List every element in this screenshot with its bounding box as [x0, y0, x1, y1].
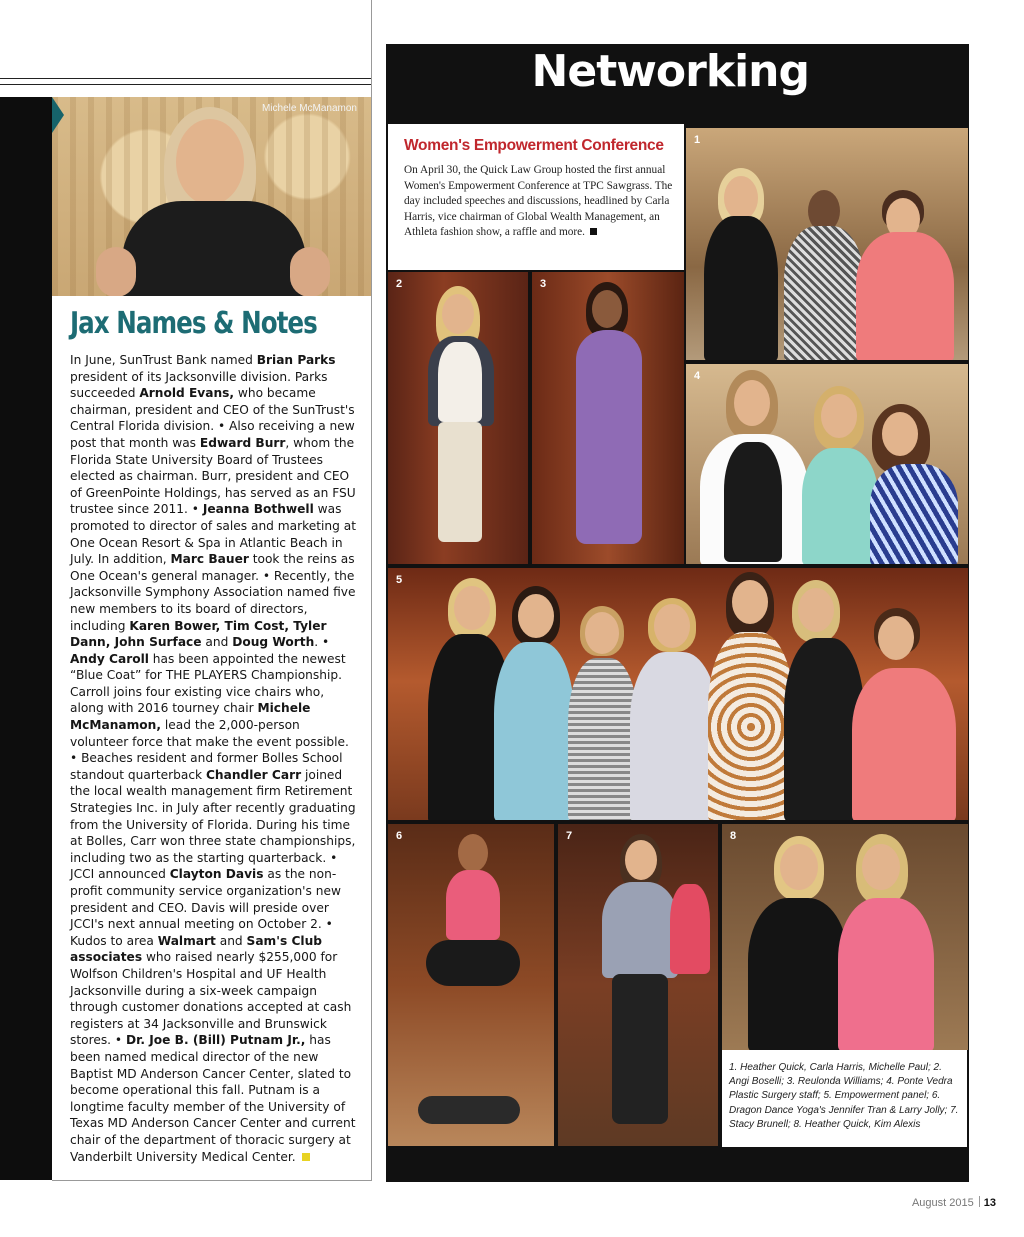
photo-caption: 1. Heather Quick, Carla Harris, Michelle Paul; 2. Angi Boselli; 3. Reulonda Williams; 4. Ponte Vedra Plastic Surgery staff; 5. Empowerment panel; 6. Dragon Dance Yoga's Jennifer Tran & Larry Jolly; 7. Stacy Brunell; 8. Heather Quick, Kim Alexis [729, 1062, 959, 1130]
photo-credit: Michele McManamon [261, 103, 357, 114]
body-run: joined the local wealth management firm Retirement Strategies Inc. in July after recently graduating from the University of Florida. During his time at Bolles, Carr won three state championships, including two as the starting quarterback. • JCCI announced [70, 767, 356, 882]
body-run: , whom the Florida State University Board of Trustees elected as chairman. Burr, president and CEO of GreenPointe Holdings, has served as an FSU trustee since 2011. • [70, 435, 356, 517]
photo-8 [722, 824, 968, 1050]
bold-name: Walmart [157, 933, 216, 948]
bold-name: Brian Parks [256, 353, 336, 367]
page-number: 13 [983, 1197, 996, 1209]
photo-number: 2 [396, 278, 403, 290]
photo-1 [686, 128, 968, 360]
section-title: Networking [531, 46, 809, 97]
bold-name: Jeanna Bothwell [202, 502, 314, 517]
body-run: who raised nearly $255,000 for Wolfson Children's Hospital and UF Health Jacksonville during a six-week campaign through customer donations accepted at cash registers at 34 Jacksonville and Brunswick stores. • [70, 950, 352, 1048]
folio-divider [979, 1196, 980, 1207]
photo-number: 7 [566, 830, 573, 842]
teal-marker [52, 97, 64, 133]
bold-name: Dr. Joe B. (Bill) Putnam Jr., [126, 1033, 306, 1048]
photo-3 [532, 272, 684, 564]
bold-name: Clayton Davis [169, 867, 264, 882]
article-title: Jax Names & Notes [70, 306, 317, 341]
body-run: has been named medical director of the new Baptist MD Anderson Cancer Center, slated to become operational this fall. Putnam is a longtime faculty member of the University of Texas MD Anderson Cancer Center and current chair of the department of thoracic surgery at Vanderbilt University Medical Center. [70, 1033, 356, 1164]
bold-name: Marc Bauer [170, 552, 249, 567]
photo-7 [558, 824, 718, 1146]
photo-number: 3 [540, 278, 547, 290]
top-rule [0, 78, 372, 79]
body-run: took the reins as One Ocean's general manager. • Recently, the Jacksonville Symphony Association named five new members to its board of directors, including [70, 552, 356, 633]
body-run: who became chairman, president and CEO of the SunTrust's Central Florida division. • Also receiving a new post that month was [70, 386, 355, 450]
bold-name: Sam's Club associates [70, 933, 322, 965]
left-edge-bar [0, 97, 52, 1180]
body-run: In June, SunTrust Bank named [70, 353, 257, 367]
issue-date: August 2015 [911, 1197, 974, 1209]
story-text: On April 30, the Quick Law Group hosted the first annual Women's Empowerment Conference at TPC Sawgrass. The day included speeches and discussions, headlined by Carla Harris, vice chairman of Global Wealth Management, an Athleta fashion show, a raffle and more. [404, 164, 673, 239]
body-run: and [215, 933, 247, 948]
body-run: as the non-profit community service organization's new president and CEO. Davis will preside over JCCI's next annual meeting on October 2. • Kudos to area [70, 867, 341, 948]
column-divider [371, 0, 372, 97]
bold-name: Edward Burr [199, 435, 286, 450]
photo-4 [686, 364, 968, 564]
bold-name: Chandler Carr [205, 767, 302, 782]
photo-5 [388, 568, 968, 820]
end-mark [302, 1153, 310, 1161]
bold-name: Andy Caroll [70, 651, 149, 666]
folio [912, 1196, 996, 1209]
body-run: has been appointed the newest “Blue Coat” for THE PLAYERS Championship. Carroll joins four existing vice chairs who, along with 2016 tourney chair [70, 651, 346, 716]
body-run: president of its Jacksonville division. Parks succeeded [70, 369, 328, 401]
bold-name: Karen Bower, Tim Cost, Tyler Dann, John Surface [70, 618, 327, 650]
body-run: was promoted to director of sales and marketing at One Ocean Resort & Spa in Atlantic Beach in July. In addition, [70, 502, 357, 567]
photo-number: 5 [396, 574, 403, 586]
photo-number: 1 [694, 134, 701, 146]
photo-6 [388, 824, 554, 1146]
end-mark [590, 228, 597, 235]
bold-name: Doug Worth [232, 635, 315, 650]
portrait-photo [52, 97, 371, 296]
photo-number: 6 [396, 830, 403, 842]
bold-name: Michele McManamon, [70, 701, 311, 733]
bold-name: Arnold Evans, [139, 386, 235, 401]
body-run: lead the 2,000-person volunteer force that make the event possible. • Beaches resident and former Bolles School standout quarterback [70, 718, 349, 782]
body-run: . • [314, 635, 330, 650]
top-rule [0, 84, 372, 85]
photo-2 [388, 272, 528, 564]
article-body [70, 352, 359, 1165]
photo-number: 4 [694, 370, 701, 382]
body-run: and [201, 635, 233, 650]
photo-number: 8 [730, 830, 737, 842]
story-title: Women's Empowerment Conference [404, 137, 664, 154]
